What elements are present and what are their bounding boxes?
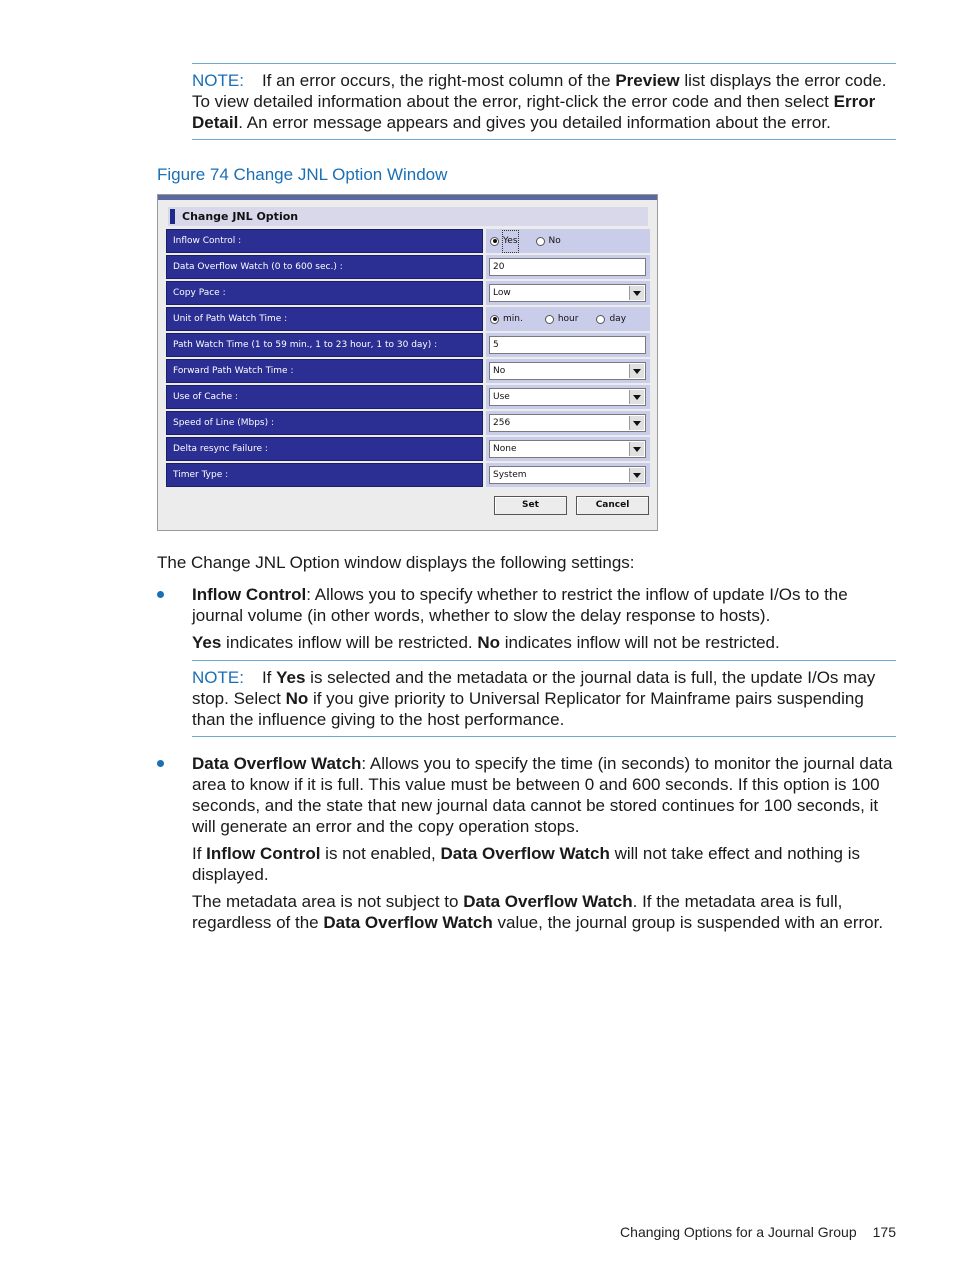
- unit-radio-group: [490, 307, 626, 331]
- window-title: Change JNL Option: [182, 210, 299, 223]
- select-value: No: [493, 366, 506, 376]
- radio-min[interactable]: [490, 309, 523, 330]
- description-text: indicates inflow will be restricted.: [221, 633, 478, 652]
- option-row-copy-pace: [166, 281, 650, 305]
- select-value: None: [493, 444, 517, 454]
- option-value-area: [486, 463, 650, 487]
- description-text: value, the journal group is suspended with an error.: [492, 913, 884, 932]
- path-watch-time-input[interactable]: 5: [489, 336, 646, 354]
- note-text: [192, 667, 896, 730]
- timer-type-select[interactable]: [489, 466, 646, 484]
- option-label: Forward Path Watch Time :: [166, 359, 483, 383]
- select-value: System: [493, 470, 527, 480]
- option-value-area: [486, 307, 650, 331]
- data-overflow-watch-input[interactable]: 20: [489, 258, 646, 276]
- option-label: Copy Pace :: [166, 281, 483, 305]
- page-footer: [620, 1222, 896, 1243]
- term-yes: Yes: [192, 633, 222, 652]
- radio-unselected-icon: [596, 315, 605, 324]
- dropdown-arrow-icon[interactable]: [629, 364, 644, 378]
- description-text: The metadata area is not subject to: [192, 892, 464, 911]
- note-box-error: [192, 63, 896, 140]
- window-title-bar: [168, 207, 648, 226]
- option-row-data-overflow-watch: [166, 255, 650, 279]
- note-text-part: if you give priority to Universal Replicator for Mainframe pairs suspending than the influence giving to the host performance.: [192, 689, 864, 729]
- option-row-path-watch-time: [166, 333, 650, 357]
- description-text: indicates inflow will not be restricted.: [500, 633, 780, 652]
- radio-unselected-icon: [536, 237, 545, 246]
- option-label: Data Overflow Watch (0 to 600 sec.) :: [166, 255, 483, 279]
- select-value: Low: [493, 288, 511, 298]
- use-of-cache-select[interactable]: [489, 388, 646, 406]
- inflow-radio-group: [490, 229, 561, 253]
- radio-yes[interactable]: [490, 231, 518, 252]
- window-top-bar: [158, 195, 657, 200]
- note-bold-error-detail: Error Detail: [192, 92, 876, 132]
- radio-label: No: [548, 235, 561, 246]
- option-label: Use of Cache :: [166, 385, 483, 409]
- radio-label: Yes: [503, 231, 518, 252]
- description-text: will not take effect and nothing is displayed.: [192, 844, 860, 884]
- change-jnl-option-window: [157, 194, 658, 531]
- figure-caption: Figure 74 Change JNL Option Window: [157, 165, 448, 184]
- bullet-icon: [157, 591, 164, 598]
- term-data-overflow-watch: Data Overflow Watch: [323, 913, 493, 932]
- option-value-area: [486, 255, 650, 279]
- option-value-area: [486, 281, 650, 305]
- term-no: No: [477, 633, 501, 652]
- radio-label: hour: [557, 313, 579, 324]
- speed-of-line-select[interactable]: [489, 414, 646, 432]
- note-bold-no: No: [285, 689, 309, 708]
- note-text: [192, 70, 896, 133]
- radio-label: min.: [503, 313, 523, 324]
- option-row-forward-path-watch-time: [166, 359, 650, 383]
- title-marker-icon: [170, 209, 175, 224]
- footer-section-title: Changing Options for a Journal Group: [620, 1224, 857, 1240]
- term-data-overflow-watch: Data Overflow Watch: [440, 844, 610, 863]
- inflow-values-description: [192, 632, 897, 653]
- note-text-part: . An error message appears and gives you detailed information about the error.: [238, 113, 831, 132]
- delta-resync-failure-select[interactable]: [489, 440, 646, 458]
- radio-selected-icon: [490, 315, 499, 324]
- description-text: . If the metadata area is full, regardless of the: [192, 892, 843, 932]
- radio-hour[interactable]: [545, 309, 579, 330]
- description-text: If: [192, 844, 207, 863]
- overflow-paragraph-3: [192, 891, 897, 933]
- page-number: 175: [872, 1224, 896, 1240]
- note-label: NOTE:: [192, 668, 244, 687]
- option-value-area: [486, 437, 650, 461]
- note-text-part: list displays the error code. To view detailed information about the error, right-click the error code and then select: [192, 71, 887, 111]
- forward-path-watch-time-select[interactable]: [489, 362, 646, 380]
- description-text: : Allows you to specify whether to restrict the inflow of update I/Os to the journal volume (in other words, whether to slow the delay response to hosts).: [192, 585, 848, 625]
- option-row-inflow-control: [166, 229, 650, 253]
- option-label: Inflow Control :: [166, 229, 483, 253]
- select-value: 256: [493, 418, 511, 428]
- option-value-area: [486, 359, 650, 383]
- overflow-paragraph-2: [192, 843, 897, 885]
- term-data-overflow-watch: Data Overflow Watch: [463, 892, 633, 911]
- option-value-area: [486, 229, 650, 253]
- note-bold-yes: Yes: [276, 668, 306, 687]
- radio-selected-icon: [490, 237, 499, 246]
- note-text-part: If an error occurs, the right-most column of the: [261, 71, 616, 90]
- dropdown-arrow-icon[interactable]: [629, 390, 644, 404]
- radio-day[interactable]: [596, 309, 626, 330]
- radio-label: day: [609, 313, 627, 324]
- option-value-area: [486, 385, 650, 409]
- note-label: NOTE:: [192, 71, 244, 90]
- dropdown-arrow-icon[interactable]: [629, 468, 644, 482]
- option-row-timer-type: [166, 463, 650, 487]
- dropdown-arrow-icon[interactable]: [629, 286, 644, 300]
- note-text-part: is selected and the metadata or the journal data is full, the update I/Os may stop. Select: [192, 668, 876, 708]
- description-text: is not enabled,: [320, 844, 441, 863]
- option-label: Path Watch Time (1 to 59 min., 1 to 23 hour, 1 to 30 day) :: [166, 333, 483, 357]
- option-row-unit-of-path-watch-time: [166, 307, 650, 331]
- option-row-delta-resync-failure: [166, 437, 650, 461]
- option-label: Delta resync Failure :: [166, 437, 483, 461]
- data-overflow-watch-description: [192, 753, 897, 837]
- copy-pace-select[interactable]: [489, 284, 646, 302]
- option-label: Speed of Line (Mbps) :: [166, 411, 483, 435]
- note-box-inflow: [192, 660, 896, 737]
- note-bold-preview: Preview: [615, 71, 680, 90]
- option-label: Timer Type :: [166, 463, 483, 487]
- inflow-control-description: [192, 584, 897, 626]
- radio-no[interactable]: [536, 231, 561, 252]
- option-value-area: [486, 333, 650, 357]
- bullet-icon: [157, 760, 164, 767]
- intro-paragraph: The Change JNL Option window displays the following settings:: [157, 553, 635, 572]
- term-inflow-control: Inflow Control: [206, 844, 321, 863]
- term-data-overflow-watch: Data Overflow Watch: [192, 754, 362, 773]
- select-value: Use: [493, 392, 510, 402]
- option-value-area: [486, 411, 650, 435]
- option-row-speed-of-line: [166, 411, 650, 435]
- dropdown-arrow-icon[interactable]: [629, 416, 644, 430]
- note-text-part: If: [261, 668, 277, 687]
- radio-unselected-icon: [545, 315, 554, 324]
- term-inflow-control: Inflow Control: [192, 585, 307, 604]
- set-button[interactable]: Set: [494, 496, 567, 515]
- description-text: : Allows you to specify the time (in seconds) to monitor the journal data area to know if it is full. This value must be between 0 and 600 seconds. If this option is 100 seconds, and the state that new journal data cannot be stored continues for 100 seconds, it will generate an error and the copy operation stops.: [192, 754, 893, 836]
- dropdown-arrow-icon[interactable]: [629, 442, 644, 456]
- cancel-button[interactable]: Cancel: [576, 496, 649, 515]
- option-row-use-of-cache: [166, 385, 650, 409]
- option-label: Unit of Path Watch Time :: [166, 307, 483, 331]
